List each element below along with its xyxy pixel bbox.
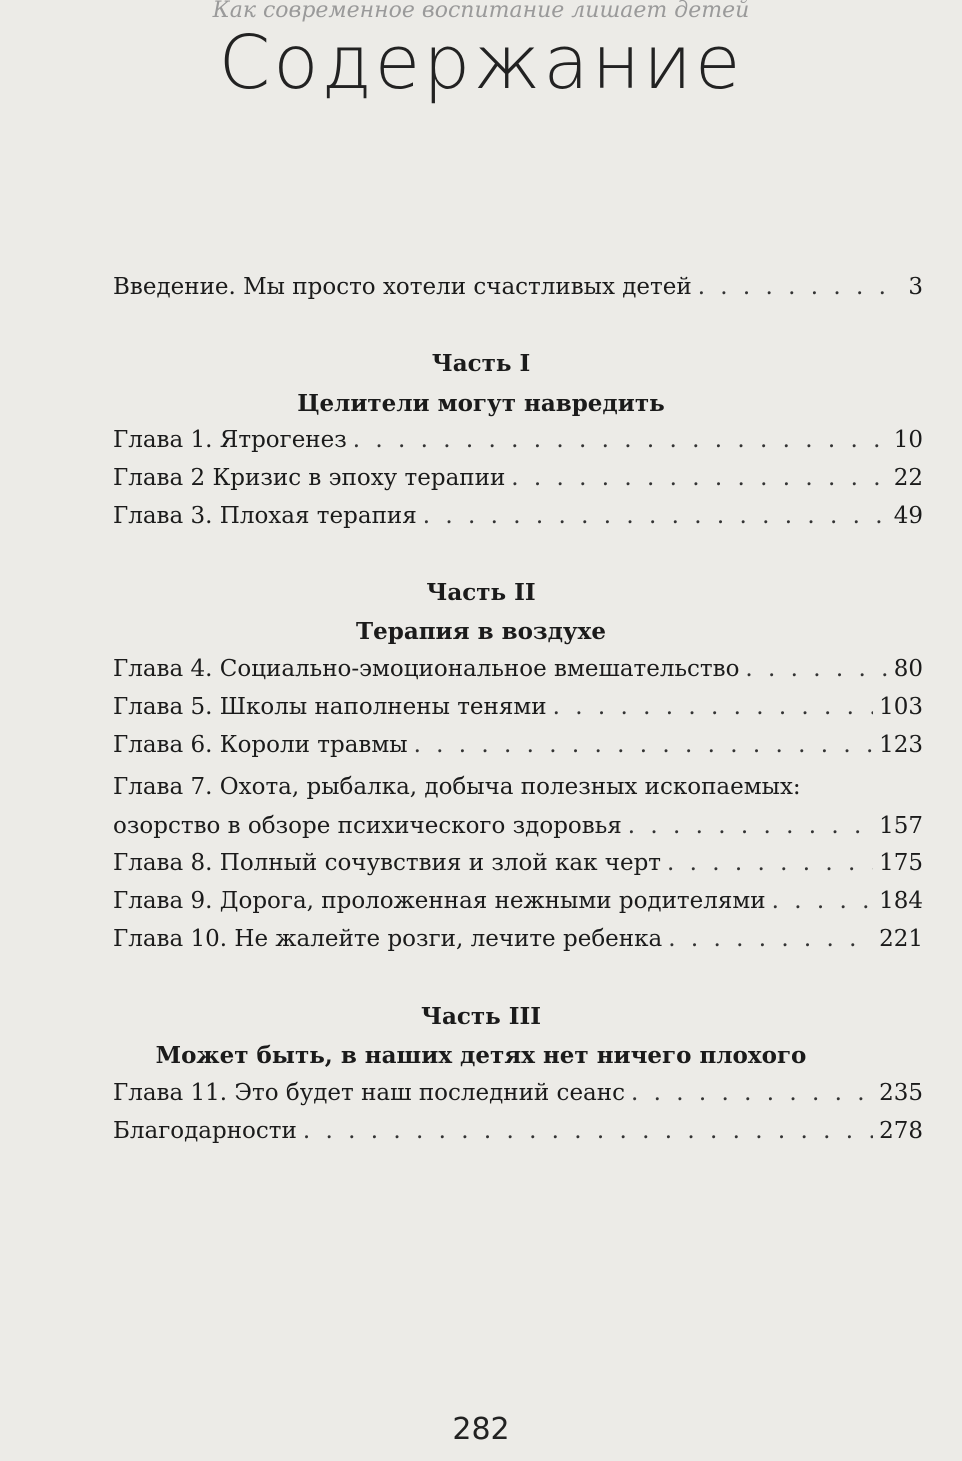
- part-subtitle: Терапия в воздухе: [355, 618, 606, 645]
- toc-leader-dots: [698, 269, 903, 305]
- toc-leader-dots: [303, 1113, 873, 1149]
- running-header: Как современное воспитание лишает детей: [212, 0, 750, 23]
- toc-entry-page: 10: [893, 427, 923, 453]
- toc-entry-introduction[interactable]: [113, 269, 923, 305]
- toc-entry-page: 184: [879, 888, 923, 914]
- toc-entry-label: Глава 8. Полный сочувствия и злой как черт: [113, 850, 662, 876]
- toc-entry-page: 103: [879, 694, 923, 720]
- toc-leader-dots: [668, 921, 873, 957]
- toc-entry-label: Глава 9. Дорога, проложенная нежными родителями: [113, 888, 766, 914]
- part-heading: Часть I: [431, 350, 531, 377]
- toc-entry-page: 157: [879, 813, 923, 839]
- toc-entry-label: Глава 4. Социально-эмоциональное вмешательство: [113, 656, 740, 682]
- toc-leader-dots: [423, 498, 888, 534]
- toc-entry-page: 22: [893, 465, 923, 491]
- toc-entry-chapter-6[interactable]: [113, 727, 923, 763]
- part-heading: Часть III: [420, 1003, 542, 1030]
- toc-entry-chapter-2[interactable]: [113, 460, 923, 496]
- page-number: 282: [452, 1412, 510, 1447]
- toc-entry-chapter-7[interactable]: [113, 808, 923, 844]
- toc-entry-chapter-9[interactable]: [113, 883, 923, 919]
- toc-entry-label: Глава 11. Это будет наш последний сеанс: [113, 1080, 625, 1106]
- toc-entry-page: 175: [879, 850, 923, 876]
- toc-entry-page: 235: [879, 1080, 923, 1106]
- toc-leader-dots: [414, 727, 874, 763]
- toc-leader-dots: [353, 422, 888, 458]
- toc-entry-chapter-11[interactable]: [113, 1075, 923, 1111]
- toc-entry-page: 80: [893, 656, 923, 682]
- part-subtitle: Целители могут навредить: [297, 390, 665, 417]
- toc-entry-label: Глава 5. Школы наполнены тенями: [113, 694, 547, 720]
- toc-leader-dots: [772, 883, 873, 919]
- toc-entry-label: Введение. Мы просто хотели счастливых детей: [113, 274, 692, 300]
- toc-entry-page: 221: [879, 926, 923, 952]
- part-heading: Часть II: [426, 579, 536, 606]
- toc-entry-chapter-8[interactable]: [113, 845, 923, 881]
- toc-entry-label: Глава 7. Охота, рыбалка, добыча полезных ископаемых:: [113, 774, 801, 800]
- toc-leader-dots: [745, 651, 887, 687]
- toc-entry-label: Благодарности: [113, 1118, 297, 1144]
- toc-entry-acknowledgements[interactable]: [113, 1113, 923, 1149]
- toc-entry-page: 123: [879, 732, 923, 758]
- toc-entry-chapter-4[interactable]: [113, 651, 923, 687]
- toc-entry-chapter-10[interactable]: [113, 921, 923, 957]
- toc-entry-chapter-7-line1[interactable]: [113, 769, 923, 805]
- part-subtitle: Может быть, в наших детях нет ничего плохого: [155, 1042, 807, 1069]
- toc-entry-label: Глава 10. Не жалейте розги, лечите ребенка: [113, 926, 663, 952]
- toc-entry-page: 3: [908, 274, 923, 300]
- toc-leader-dots: [553, 689, 874, 725]
- toc-entry-label: озорство в обзоре психического здоровья: [113, 813, 622, 839]
- toc-leader-dots: [667, 845, 873, 881]
- toc-leader-dots: [628, 808, 873, 844]
- toc-entry-label: Глава 3. Плохая терапия: [113, 503, 417, 529]
- toc-entry-chapter-5[interactable]: [113, 689, 923, 725]
- toc-entry-page: 278: [879, 1118, 923, 1144]
- page-title: Содержание: [218, 20, 744, 106]
- toc-leader-dots: [631, 1075, 873, 1111]
- toc-entry-chapter-3[interactable]: [113, 498, 923, 534]
- toc-entry-label: Глава 1. Ятрогенез: [113, 427, 347, 453]
- toc-entry-chapter-1[interactable]: [113, 422, 923, 458]
- toc-leader-dots: [511, 460, 887, 496]
- toc-entry-page: 49: [893, 503, 923, 529]
- toc-entry-label: Глава 2 Кризис в эпоху терапии: [113, 465, 506, 491]
- toc-entry-label: Глава 6. Короли травмы: [113, 732, 408, 758]
